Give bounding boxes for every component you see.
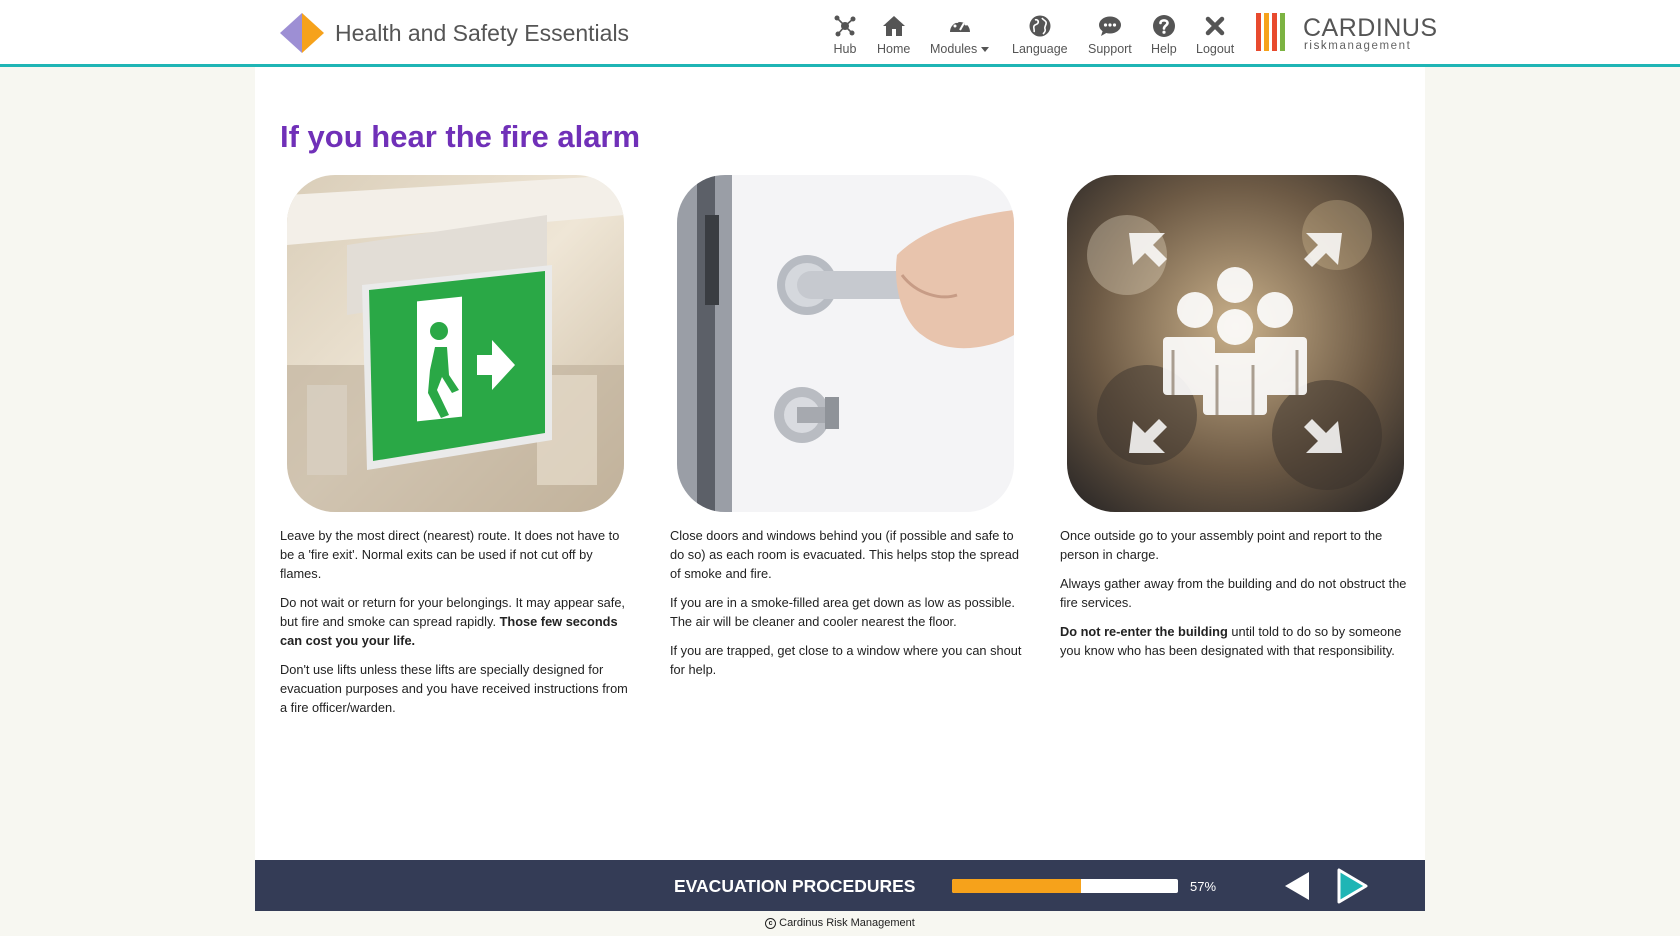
- nav-logout-label: Logout: [1196, 42, 1235, 56]
- content-column-exit: [280, 175, 632, 727]
- content-column-assembly: [1060, 175, 1412, 670]
- nav-support-label: Support: [1088, 42, 1132, 56]
- copyright-text: Cardinus Risk Management: [779, 917, 915, 929]
- hub-icon: [833, 14, 857, 38]
- fire-exit-sign-image: [287, 175, 624, 512]
- brand-subtitle: riskmanagement: [1304, 40, 1412, 52]
- top-header: [0, 0, 1680, 67]
- assembly-point-image: [1067, 175, 1404, 512]
- nav-home-label: Home: [877, 42, 911, 56]
- progress-bar: [952, 879, 1178, 893]
- nav-help[interactable]: [1151, 14, 1177, 60]
- globe-icon: [1028, 14, 1052, 38]
- nav-logout[interactable]: [1196, 14, 1234, 60]
- dashboard-icon: [948, 14, 972, 38]
- column-exit-text: [280, 526, 632, 717]
- progress-label: 57%: [1190, 879, 1217, 894]
- assembly-paragraph-1: Once outside go to your assembly point and report to the person in charge.: [1060, 528, 1383, 562]
- chat-icon: [1098, 14, 1122, 38]
- content-column-doors: [670, 175, 1022, 689]
- nav-modules-label: Modules: [930, 42, 989, 56]
- door-handle-image: [677, 175, 1014, 512]
- exit-paragraph-2: Do not wait or return for your belongings. It may appear safe, but fire and smoke can spread rapidly. Those few seconds can cost you your life.: [280, 595, 625, 648]
- nav-help-label: Help: [1151, 42, 1177, 56]
- exit-paragraph-1: Leave by the most direct (nearest) route. It does not have to be a 'fire exit'. Normal exits can be used if not cut off by flames.: [280, 528, 620, 581]
- doors-paragraph-2: If you are in a smoke-filled area get down as low as possible. The air will be cleaner and cooler nearest the floor.: [670, 595, 1015, 629]
- previous-page-button[interactable]: [1283, 871, 1313, 901]
- nav-language[interactable]: [1012, 14, 1068, 60]
- column-assembly-text: [1060, 526, 1412, 660]
- doors-paragraph-1: Close doors and windows behind you (if possible and safe to do so) as each room is evacuated. This helps stop the spread of smoke and fire.: [670, 528, 1020, 581]
- doors-paragraph-3: If you are trapped, get close to a window where you can shout for help.: [670, 643, 1022, 677]
- module-footer-bar: [255, 860, 1425, 911]
- nav-hub[interactable]: [833, 14, 857, 60]
- cardinus-bars-icon: [1256, 13, 1292, 51]
- main-content: [255, 67, 1425, 860]
- nav-support[interactable]: [1088, 14, 1132, 60]
- close-icon: [1203, 14, 1227, 38]
- exit-paragraph-3: Don't use lifts unless these lifts are specially designed for evacuation purposes and you have received instructions from a fire officer/warden.: [280, 662, 628, 715]
- home-icon: [882, 14, 906, 38]
- next-page-button[interactable]: [1335, 868, 1369, 904]
- app-title: Health and Safety Essentials: [335, 20, 630, 46]
- question-icon: [1152, 14, 1176, 38]
- nav-hub-label: Hub: [833, 42, 857, 56]
- brand-name: CARDINUS: [1303, 14, 1438, 42]
- app-logo-icon: [280, 13, 324, 53]
- section-title: EVACUATION PROCEDURES: [674, 876, 916, 896]
- column-doors-text: [670, 526, 1022, 679]
- nav-language-label: Language: [1012, 42, 1068, 56]
- copyright-footer: [0, 917, 1680, 929]
- chevron-down-icon: [981, 47, 989, 52]
- assembly-paragraph-2: Always gather away from the building and do not obstruct the fire services.: [1060, 576, 1407, 610]
- assembly-paragraph-3: Do not re-enter the building until told to do so by someone you know who has been designated with that responsibility.: [1060, 624, 1402, 658]
- nav-home[interactable]: [877, 14, 910, 60]
- page-title: If you hear the fire alarm: [280, 119, 641, 154]
- nav-modules[interactable]: [930, 14, 989, 60]
- progress-fill: [952, 879, 1081, 893]
- copyright-icon: c: [765, 918, 776, 929]
